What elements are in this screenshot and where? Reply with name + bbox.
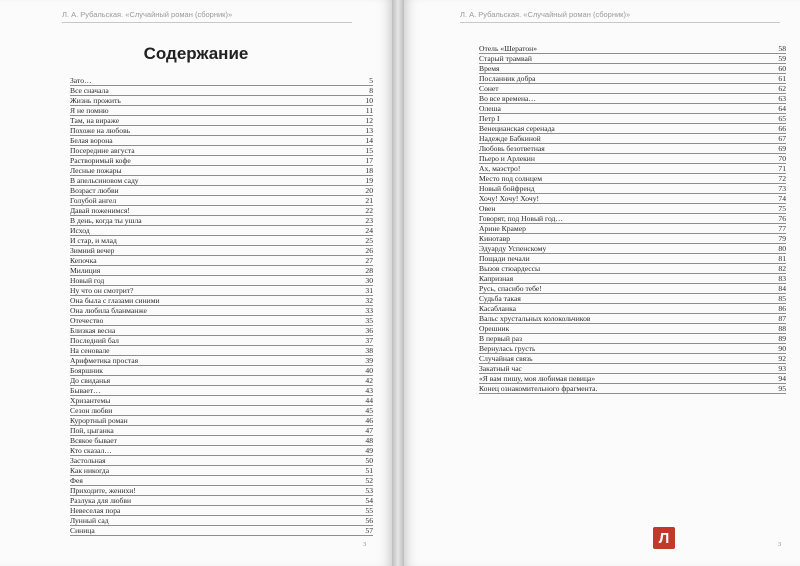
toc-entry-page: 71 (778, 164, 786, 173)
toc-entry-page: 35 (365, 316, 373, 325)
running-head-right: Л. А. Рубальская. «Случайный роман (сборник)» (460, 10, 780, 23)
toc-entry-title: Сонет (479, 84, 499, 93)
toc-entry[interactable] (70, 476, 373, 486)
toc-entry-title: Кинотавр (479, 234, 511, 243)
toc-entry-page: 59 (778, 54, 786, 63)
toc-entry[interactable] (479, 134, 786, 144)
toc-entry-page: 88 (778, 324, 786, 333)
toc-entry-page: 94 (778, 374, 786, 383)
toc-entry[interactable] (70, 216, 373, 226)
toc-entry-title: Петр I (479, 114, 500, 123)
toc-entry[interactable] (70, 336, 373, 346)
toc-entry[interactable] (479, 224, 786, 234)
toc-entry-page: 74 (778, 194, 786, 203)
toc-entry[interactable] (70, 156, 373, 166)
toc-entry-page: 72 (778, 174, 786, 183)
toc-entry[interactable] (479, 64, 786, 74)
toc-entry-page: 19 (365, 176, 373, 185)
toc-entry-page: 5 (369, 76, 373, 85)
toc-entry-title: Место под солнцем (479, 174, 543, 183)
toc-entry[interactable] (70, 486, 373, 496)
toc-entry[interactable] (70, 346, 373, 356)
toc-entry[interactable] (70, 426, 373, 436)
toc-entry-page: 48 (365, 436, 373, 445)
toc-entry[interactable] (479, 244, 786, 254)
page-number-left: 3 (363, 541, 367, 548)
toc-entry[interactable] (70, 456, 373, 466)
toc-entry-page: 55 (365, 506, 373, 515)
toc-entry-page: 81 (778, 254, 786, 263)
toc-entry-page: 32 (365, 296, 373, 305)
toc-entry-page: 28 (365, 266, 373, 275)
toc-entry-title: Кто сказал… (70, 446, 112, 455)
toc-entry-title: Голубой ангел (70, 196, 117, 205)
toc-entry-page: 89 (778, 334, 786, 343)
toc-entry-page: 12 (365, 116, 373, 125)
toc-entry[interactable] (479, 214, 786, 224)
toc-entry[interactable] (479, 304, 786, 314)
toc-entry-title: Говорят, под Новый год… (479, 214, 563, 223)
page-number-right: 3 (778, 541, 782, 548)
toc-entry[interactable] (70, 376, 373, 386)
toc-entry[interactable] (70, 116, 373, 126)
toc-entry-title: Время (479, 64, 500, 73)
toc-entry-page: 43 (365, 386, 373, 395)
toc-entry[interactable] (70, 286, 373, 296)
toc-entry-title: Исход (70, 226, 90, 235)
toc-entry[interactable] (70, 176, 373, 186)
toc-entry-page: 66 (778, 124, 786, 133)
toc-entry-title: Бывает… (70, 386, 101, 395)
toc-entry[interactable] (70, 166, 373, 176)
toc-entry-page: 65 (778, 114, 786, 123)
toc-entry-title: В апельсиновом саду (70, 176, 139, 185)
toc-entry[interactable] (479, 344, 786, 354)
toc-entry-page: 47 (365, 426, 373, 435)
toc-entry[interactable] (70, 446, 373, 456)
toc-entry-page: 69 (778, 144, 786, 153)
toc-entry-title: Все сначала (70, 86, 109, 95)
toc-entry[interactable] (70, 86, 373, 96)
toc-entry-title: Курортный роман (70, 416, 128, 425)
toc-entry-page: 80 (778, 244, 786, 253)
toc-entry-title: Всякое бывает (70, 436, 117, 445)
toc-entry-page: 45 (365, 406, 373, 415)
toc-entry-title: Белая ворона (70, 136, 113, 145)
toc-entry-page: 49 (365, 446, 373, 455)
toc-entry[interactable] (479, 264, 786, 274)
toc-entry[interactable] (70, 386, 373, 396)
toc-entry[interactable] (479, 54, 786, 64)
toc-entry-title: Лунный сад (70, 516, 109, 525)
toc-entry[interactable] (479, 334, 786, 344)
toc-entry[interactable] (479, 254, 786, 264)
toc-entry[interactable] (70, 106, 373, 116)
toc-entry[interactable] (70, 416, 373, 426)
toc-list-left (70, 76, 373, 536)
toc-entry-title: Случайная связь (479, 354, 533, 363)
toc-entry[interactable] (479, 314, 786, 324)
toc-entry-title: Русь, спасибо тебе! (479, 284, 542, 293)
toc-entry-title: Как никогда (70, 466, 110, 475)
publisher-logo-icon: Л (653, 527, 675, 549)
toc-entry-page: 85 (778, 294, 786, 303)
toc-list-right (479, 44, 786, 394)
toc-entry-page: 44 (365, 396, 373, 405)
toc-entry-page: 25 (365, 236, 373, 245)
toc-entry-page: 73 (778, 184, 786, 193)
toc-entry-title: Я не помню (70, 106, 109, 115)
book-gutter (392, 0, 404, 566)
toc-entry[interactable] (70, 296, 373, 306)
toc-entry-title: Близкая весна (70, 326, 116, 335)
toc-entry-page: 46 (365, 416, 373, 425)
toc-entry[interactable] (479, 44, 786, 54)
toc-entry[interactable] (70, 356, 373, 366)
toc-entry-title: «Я вам пишу, моя любимая певица» (479, 374, 596, 383)
toc-entry-page: 52 (365, 476, 373, 485)
toc-entry[interactable] (70, 236, 373, 246)
toc-entry-page: 90 (778, 344, 786, 353)
toc-entry-title: Пощади печали (479, 254, 530, 263)
toc-entry[interactable] (479, 154, 786, 164)
toc-entry[interactable] (70, 246, 373, 256)
toc-entry[interactable] (479, 234, 786, 244)
toc-entry-page: 61 (778, 74, 786, 83)
toc-entry-title: Арифметика простая (70, 356, 139, 365)
toc-entry-page: 42 (365, 376, 373, 385)
toc-entry[interactable] (70, 366, 373, 376)
toc-entry-title: Новый бойфренд (479, 184, 535, 193)
toc-entry-page: 8 (369, 86, 373, 95)
toc-entry[interactable] (70, 96, 373, 106)
toc-entry-title: Венецианская серенада (479, 124, 555, 133)
toc-entry-page: 14 (365, 136, 373, 145)
toc-entry-title: Новый год (70, 276, 105, 285)
toc-entry-title: Старый трамвай (479, 54, 532, 63)
toc-entry-title: В первый раз (479, 334, 523, 343)
toc-entry-page: 95 (778, 384, 786, 393)
toc-entry[interactable] (70, 266, 373, 276)
toc-entry-page: 37 (365, 336, 373, 345)
toc-entry[interactable] (70, 326, 373, 336)
toc-entry-page: 17 (365, 156, 373, 165)
toc-entry-title: Она была с глазами синими (70, 296, 160, 305)
toc-entry-page: 10 (365, 96, 373, 105)
toc-entry-page: 83 (778, 274, 786, 283)
toc-entry-title: Эдуарду Успенскому (479, 244, 547, 253)
toc-entry-page: 26 (365, 246, 373, 255)
toc-entry-title: Капризная (479, 274, 514, 283)
toc-entry-page: 92 (778, 354, 786, 363)
toc-entry-title: Отечество (70, 316, 104, 325)
toc-entry[interactable] (479, 184, 786, 194)
toc-entry-title: Ну что он смотрит? (70, 286, 134, 295)
toc-entry[interactable] (479, 194, 786, 204)
toc-entry-title: Хризантемы (70, 396, 111, 405)
toc-entry-title: Олеша (479, 104, 501, 113)
toc-entry[interactable] (479, 204, 786, 214)
toc-entry[interactable] (70, 256, 373, 266)
toc-entry-title: Милиция (70, 266, 101, 275)
toc-entry[interactable] (479, 274, 786, 284)
toc-entry-title: Зато… (70, 76, 92, 85)
toc-entry-title: Жизнь прожить (70, 96, 121, 105)
toc-entry-title: Орешник (479, 324, 510, 333)
toc-entry-title: Вызов стюардессы (479, 264, 541, 273)
toc-entry-title: Растворимый кофе (70, 156, 131, 165)
toc-entry-page: 84 (778, 284, 786, 293)
toc-entry[interactable] (70, 186, 373, 196)
toc-entry[interactable] (479, 84, 786, 94)
toc-entry[interactable] (479, 294, 786, 304)
toc-entry-page: 27 (365, 256, 373, 265)
toc-entry-page: 13 (365, 126, 373, 135)
toc-entry-title: Закатный час (479, 364, 522, 373)
toc-entry-page: 75 (778, 204, 786, 213)
toc-entry[interactable] (479, 354, 786, 364)
toc-entry-page: 79 (778, 234, 786, 243)
toc-entry-page: 15 (365, 146, 373, 155)
toc-entry-page: 33 (365, 306, 373, 315)
toc-entry-title: Во все времена… (479, 94, 536, 103)
toc-entry[interactable] (479, 284, 786, 294)
toc-entry-page: 31 (365, 286, 373, 295)
toc-entry-title: Конец ознакомительного фрагмента. (479, 384, 598, 393)
toc-entry-page: 63 (778, 94, 786, 103)
toc-entry-title: Последний бал (70, 336, 119, 345)
toc-entry-page: 51 (365, 466, 373, 475)
toc-entry-title: Зимний вечер (70, 246, 115, 255)
toc-entry[interactable] (70, 306, 373, 316)
toc-entry-title: Отель «Шератон» (479, 44, 537, 53)
toc-entry[interactable] (479, 174, 786, 184)
toc-entry[interactable] (479, 124, 786, 134)
toc-entry-page: 54 (365, 496, 373, 505)
toc-entry-title: И стар, и млад (70, 236, 117, 245)
toc-entry-title: Арине Крамер (479, 224, 526, 233)
toc-entry-title: Ах, маэстро! (479, 164, 521, 173)
toc-entry-page: 18 (365, 166, 373, 175)
toc-entry-title: Надежде Бабкиной (479, 134, 541, 143)
toc-entry-page: 93 (778, 364, 786, 373)
toc-entry[interactable] (479, 384, 786, 394)
toc-entry-page: 23 (365, 216, 373, 225)
toc-entry-page: 58 (778, 44, 786, 53)
toc-entry-title: Посередине августа (70, 146, 135, 155)
toc-entry[interactable] (70, 276, 373, 286)
toc-entry-page: 39 (365, 356, 373, 365)
toc-entry[interactable] (70, 496, 373, 506)
toc-entry[interactable] (70, 226, 373, 236)
toc-entry-title: Бояршник (70, 366, 103, 375)
toc-entry-title: Невеселая пора (70, 506, 121, 515)
toc-entry-page: 11 (365, 106, 373, 115)
toc-entry[interactable] (70, 136, 373, 146)
toc-entry[interactable] (70, 406, 373, 416)
toc-entry-page: 64 (778, 104, 786, 113)
toc-entry-title: Судьба такая (479, 294, 521, 303)
toc-entry[interactable] (479, 114, 786, 124)
toc-entry-title: Вальс хрустальных колокольчиков (479, 314, 591, 323)
toc-entry[interactable] (70, 466, 373, 476)
toc-entry-title: Синица (70, 526, 95, 535)
toc-entry-title: Любовь безответная (479, 144, 545, 153)
running-head-left: Л. А. Рубальская. «Случайный роман (сборник)» (62, 10, 352, 23)
toc-entry[interactable] (70, 506, 373, 516)
toc-entry-title: Посланник добра (479, 74, 536, 83)
toc-entry-page: 60 (778, 64, 786, 73)
toc-entry-title: Сезон любви (70, 406, 113, 415)
toc-entry-title: Разлука для любви (70, 496, 132, 505)
toc-entry[interactable] (479, 324, 786, 334)
toc-entry-title: Пой, цыганка (70, 426, 114, 435)
toc-entry-page: 21 (365, 196, 373, 205)
toc-entry[interactable] (70, 76, 373, 86)
toc-entry-page: 53 (365, 486, 373, 495)
toc-entry-title: Она любила бланманже (70, 306, 147, 315)
toc-entry-title: Там, на вираже (70, 116, 120, 125)
toc-entry-page: 57 (365, 526, 373, 535)
toc-entry-title: Приходите, женихи! (70, 486, 136, 495)
toc-entry-page: 76 (778, 214, 786, 223)
toc-entry-title: Похоже на любовь (70, 126, 131, 135)
toc-entry-page: 40 (365, 366, 373, 375)
toc-entry[interactable] (479, 374, 786, 384)
toc-entry-title: В день, когда ты ушла (70, 216, 142, 225)
toc-entry-title: Вернулась грусть (479, 344, 536, 353)
toc-entry-title: Кепочка (70, 256, 97, 265)
toc-entry[interactable] (70, 436, 373, 446)
toc-entry[interactable] (70, 146, 373, 156)
toc-entry-page: 56 (365, 516, 373, 525)
toc-entry[interactable] (70, 396, 373, 406)
toc-entry-title: Пьеро и Арлекин (479, 154, 535, 163)
toc-entry[interactable] (479, 364, 786, 374)
toc-entry-page: 67 (778, 134, 786, 143)
toc-entry-page: 50 (365, 456, 373, 465)
toc-entry[interactable] (70, 526, 373, 536)
toc-entry-page: 82 (778, 264, 786, 273)
toc-entry[interactable] (479, 94, 786, 104)
toc-entry-page: 87 (778, 314, 786, 323)
toc-entry-page: 30 (365, 276, 373, 285)
toc-entry-page: 86 (778, 304, 786, 313)
toc-entry-page: 22 (365, 206, 373, 215)
toc-entry-title: До свиданья (70, 376, 111, 385)
toc-entry-page: 38 (365, 346, 373, 355)
toc-entry-title: Касабланка (479, 304, 517, 313)
toc-entry[interactable] (70, 196, 373, 206)
toc-entry-title: Овен (479, 204, 496, 213)
toc-entry-page: 62 (778, 84, 786, 93)
toc-entry-page: 70 (778, 154, 786, 163)
toc-entry[interactable] (70, 126, 373, 136)
toc-entry-title: На сеновале (70, 346, 110, 355)
toc-entry-page: 24 (365, 226, 373, 235)
toc-entry-page: 36 (365, 326, 373, 335)
toc-entry[interactable] (479, 104, 786, 114)
toc-entry[interactable] (70, 316, 373, 326)
toc-entry-title: Застольная (70, 456, 106, 465)
toc-entry[interactable] (479, 164, 786, 174)
toc-entry-title: Хочу! Хочу! Хочу! (479, 194, 540, 203)
toc-entry-title: Фея (70, 476, 83, 485)
toc-title: Содержание (143, 44, 249, 63)
toc-entry-page: 77 (778, 224, 786, 233)
toc-entry[interactable] (70, 206, 373, 216)
toc-entry-title: Лесные пожары (70, 166, 122, 175)
toc-entry[interactable] (70, 516, 373, 526)
toc-entry-page: 20 (365, 186, 373, 195)
toc-entry-title: Возраст любви (70, 186, 119, 195)
toc-entry-title: Давай поженимся! (70, 206, 130, 215)
toc-entry[interactable] (479, 74, 786, 84)
toc-entry[interactable] (479, 144, 786, 154)
